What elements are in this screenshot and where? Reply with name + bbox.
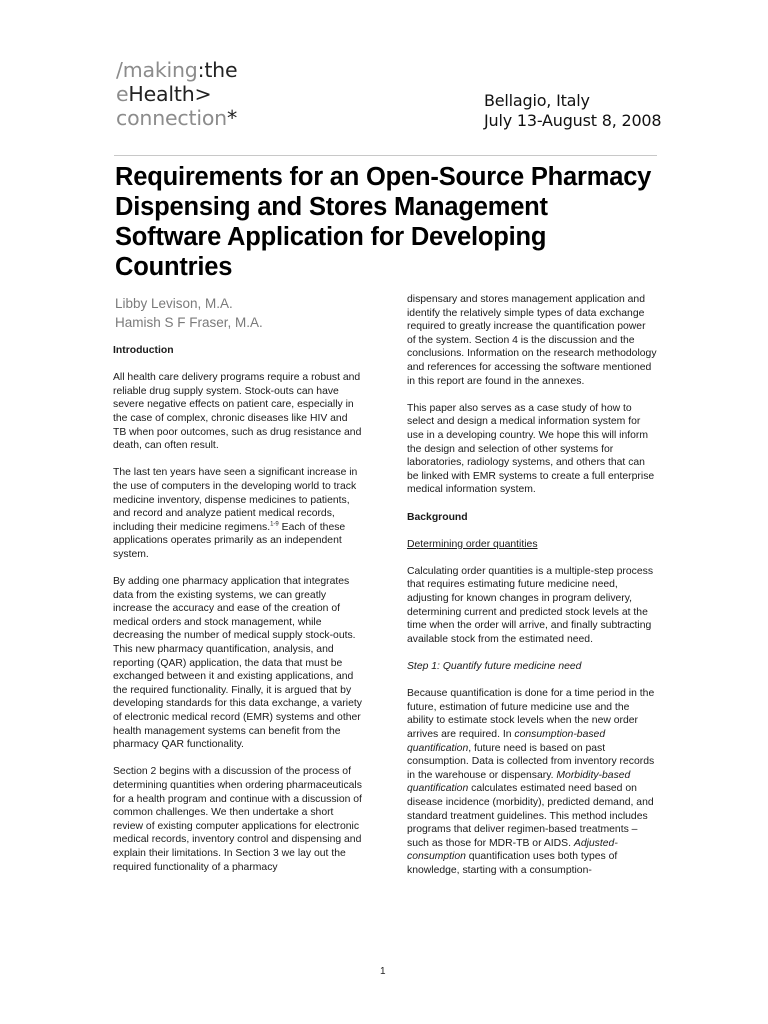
order-quantities-subheading: Determining order quantities (407, 538, 538, 550)
conference-logo (116, 58, 237, 130)
intro-paragraph-3: By adding one pharmacy application that integrates data from the existing systems, we can greatly increase the accuracy and ease of the creation of medical orders and stock management, while decreasing the number of medical supply stock-outs. This new pharmacy quantification, analysis, and reporting (QAR) application, the data that must be exchanged between it and existing applications, and the required functionality. Finally, it is argued that by developing standards for this data exchange, a variety of electronic medical record (EMR) systems and other health management systems can benefit from the pharmacy QAR functionality. (113, 576, 362, 751)
left-column (113, 344, 363, 888)
p4-term-morbidity: Morbidity-based quantification (407, 769, 631, 795)
step-1-heading: Step 1: Quantify future medicine need (407, 661, 582, 673)
header-divider (114, 155, 657, 156)
right-column (407, 293, 657, 891)
intro-paragraph-2 (113, 466, 363, 561)
p4-term-adjusted: Adjusted-consumption (407, 837, 618, 863)
p4-text-a: Because quantification is done for a time period in the future, estimation of future medicine use and the ability to estimate stock levels when the new order arrives are required. In (407, 688, 655, 740)
logo-the: :the (197, 58, 238, 82)
intro-paragraph-4: Section 2 begins with a discussion of the process of determining quantities when ordering pharmaceuticals for a health program and continue with a discussion of common challenges. We then undertake a short review of existing computer applications for electronic medical records, inventory control and dispensing and explain their limitations. In Section 3 we lay out the required functionality of a pharmacy (113, 766, 362, 873)
page-number: 1 (380, 966, 386, 977)
author-2: Hamish S F Fraser, M.A. (115, 315, 263, 330)
logo-line-2 (116, 82, 237, 106)
introduction-heading: Introduction (113, 345, 174, 356)
right-paragraph-1: dispensary and stores management application and identify the relatively simple types of data exchange required to greatly increase the quantification power of the system. Section 4 is the discussion and the conclusions. Information on the research methodology and references for accessing the software mentioned in this report are found in the annexes. (407, 294, 657, 387)
intro-paragraph-2-tail: Each of these applications operates primarily as an independent system. (113, 521, 346, 560)
background-heading: Background (407, 511, 468, 523)
p4-text-c: , future need is based on past consumption. Data is collected from inventory records in the warehouse or dispensary. (407, 742, 655, 781)
logo-health: Health> (128, 82, 212, 106)
p4-text-g: quantification uses both types of knowledge, starting with a consumption- (407, 851, 618, 876)
event-info (484, 91, 661, 131)
intro-paragraph-2-text: The last ten years have seen a significant increase in the use of computers in the developing world to track medicine inventory, dispense medicines to patients, and record and analyze patient medical records, including their medicine regimens. (113, 467, 358, 533)
logo-line-3 (116, 106, 237, 130)
logo-e: e (116, 82, 129, 106)
logo-making: /making (116, 58, 198, 82)
right-paragraph-3: Calculating order quantities is a multiple-step process that requires estimating future medicine need, adjusting for known changes in program delivery, determining current and predicted stock levels at the time when the order will arrive, and finally subtracting available stock from the estimated need. (407, 565, 654, 645)
intro-paragraph-1: All health care delivery programs require a robust and reliable drug supply system. Stock-outs can have severe negative effects on patient care, especially in the case of complex, chronic diseases like HIV and TB when poor outcomes, such as drug resistance and death, can often result. (113, 372, 362, 452)
citation-superscript: 1-9 (270, 521, 279, 528)
author-list (115, 294, 263, 332)
right-paragraph-2: This paper also serves as a case study of how to select and design a medical information system for use in a developing country. We hope this will inform the design and selection of other systems for laboratories, radiology systems, and others that can be linked with EMR systems to create a full enterprise medical information system. (407, 402, 655, 496)
author-1: Libby Levison, M.A. (115, 296, 233, 311)
p4-term-consumption: consumption-based quantification (407, 729, 606, 754)
event-dates: July 13-August 8, 2008 (484, 111, 662, 130)
logo-connection: connection (116, 106, 227, 130)
event-location: Bellagio, Italy (484, 91, 590, 110)
logo-star: * (226, 106, 238, 130)
right-paragraph-4 (407, 687, 657, 877)
logo-line-1 (116, 58, 237, 82)
paper-title: Requirements for an Open-Source Pharmacy Dispensing and Stores Management Software Application for Developing Countries (115, 163, 652, 281)
p4-text-e: calculates estimated need based on disease incidence (morbidity), predicted demand, and standard treatment guidelines. This method includes programs that deliver regimen-based treatments – such as those for MDR-TB or AIDS. (407, 783, 654, 849)
